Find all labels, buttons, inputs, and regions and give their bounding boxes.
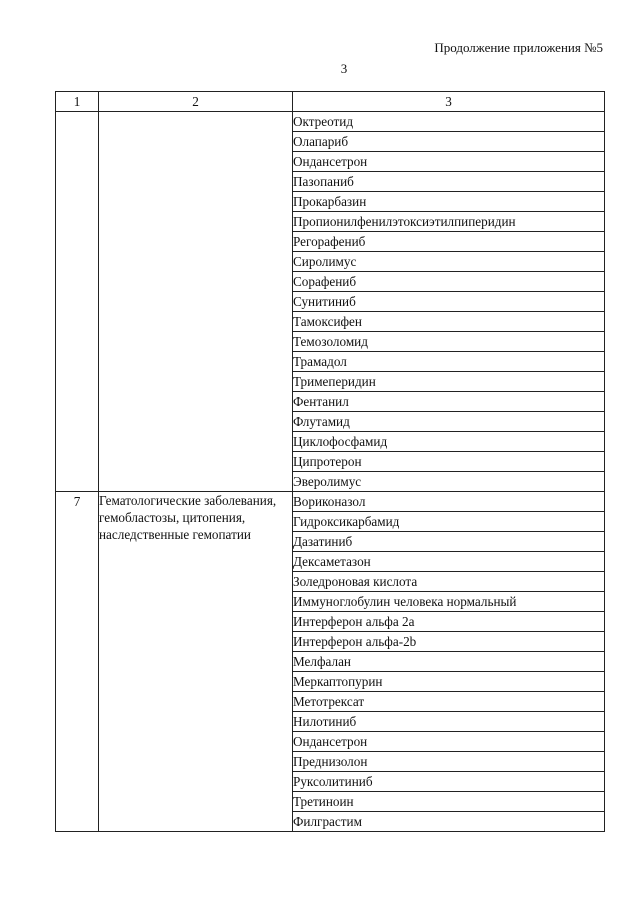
group-number-cell: 7	[56, 492, 99, 832]
drug-table	[55, 91, 605, 832]
drug-name-cell: Мелфалан	[293, 652, 605, 672]
drug-name-cell: Эверолимус	[293, 472, 605, 492]
drug-name-cell: Преднизолон	[293, 752, 605, 772]
drug-name-cell: Вориконазол	[293, 492, 605, 512]
drug-name-cell: Ципротерон	[293, 452, 605, 472]
drug-name-cell: Флутамид	[293, 412, 605, 432]
table-body	[56, 112, 605, 832]
drug-name-cell: Дексаметазон	[293, 552, 605, 572]
drug-name-cell: Циклофосфамид	[293, 432, 605, 452]
drug-name-cell: Ондансетрон	[293, 732, 605, 752]
table-row	[56, 492, 605, 512]
drug-name-cell: Филграстим	[293, 812, 605, 832]
drug-name-cell: Темозоломид	[293, 332, 605, 352]
drug-name-cell: Меркаптопурин	[293, 672, 605, 692]
drug-name-cell: Сорафениб	[293, 272, 605, 292]
table-row	[56, 112, 605, 132]
continuation-note: Продолжение приложения №5	[434, 40, 603, 55]
group-number-cell	[56, 112, 99, 492]
drug-name-cell: Ондансетрон	[293, 152, 605, 172]
drug-name-cell: Прокарбазин	[293, 192, 605, 212]
drug-name-cell: Гидроксикарбамид	[293, 512, 605, 532]
drug-name-cell: Нилотиниб	[293, 712, 605, 732]
table-header	[56, 92, 605, 112]
drug-name-cell: Сунитиниб	[293, 292, 605, 312]
drug-name-cell: Иммуноглобулин человека нормальный	[293, 592, 605, 612]
drug-name-cell: Трамадол	[293, 352, 605, 372]
drug-name-cell: Регорафениб	[293, 232, 605, 252]
drug-name-cell: Руксолитиниб	[293, 772, 605, 792]
column-header-3: 3	[293, 92, 605, 112]
header-row	[56, 92, 605, 112]
drug-name-cell: Сиролимус	[293, 252, 605, 272]
drug-name-cell: Дазатиниб	[293, 532, 605, 552]
column-header-1: 1	[56, 92, 99, 112]
drug-name-cell: Тамоксифен	[293, 312, 605, 332]
drug-name-cell: Олапариб	[293, 132, 605, 152]
page-number: 3	[340, 61, 348, 76]
drug-name-cell: Интерферон альфа 2а	[293, 612, 605, 632]
disease-group-cell: Гематологические заболевания, гемобластозы, цитопения, наследственные гемопатии	[99, 492, 293, 832]
column-header-2: 2	[99, 92, 293, 112]
drug-name-cell: Интерферон альфа-2b	[293, 632, 605, 652]
disease-group-cell	[99, 112, 293, 492]
drug-name-cell: Пазопаниб	[293, 172, 605, 192]
drug-name-cell: Пропионилфенилэтоксиэтилпиперидин	[293, 212, 605, 232]
drug-name-cell: Октреотид	[293, 112, 605, 132]
drug-name-cell: Фентанил	[293, 392, 605, 412]
drug-name-cell: Золедроновая кислота	[293, 572, 605, 592]
drug-name-cell: Метотрексат	[293, 692, 605, 712]
drug-name-cell: Тримеперидин	[293, 372, 605, 392]
drug-name-cell: Третиноин	[293, 792, 605, 812]
